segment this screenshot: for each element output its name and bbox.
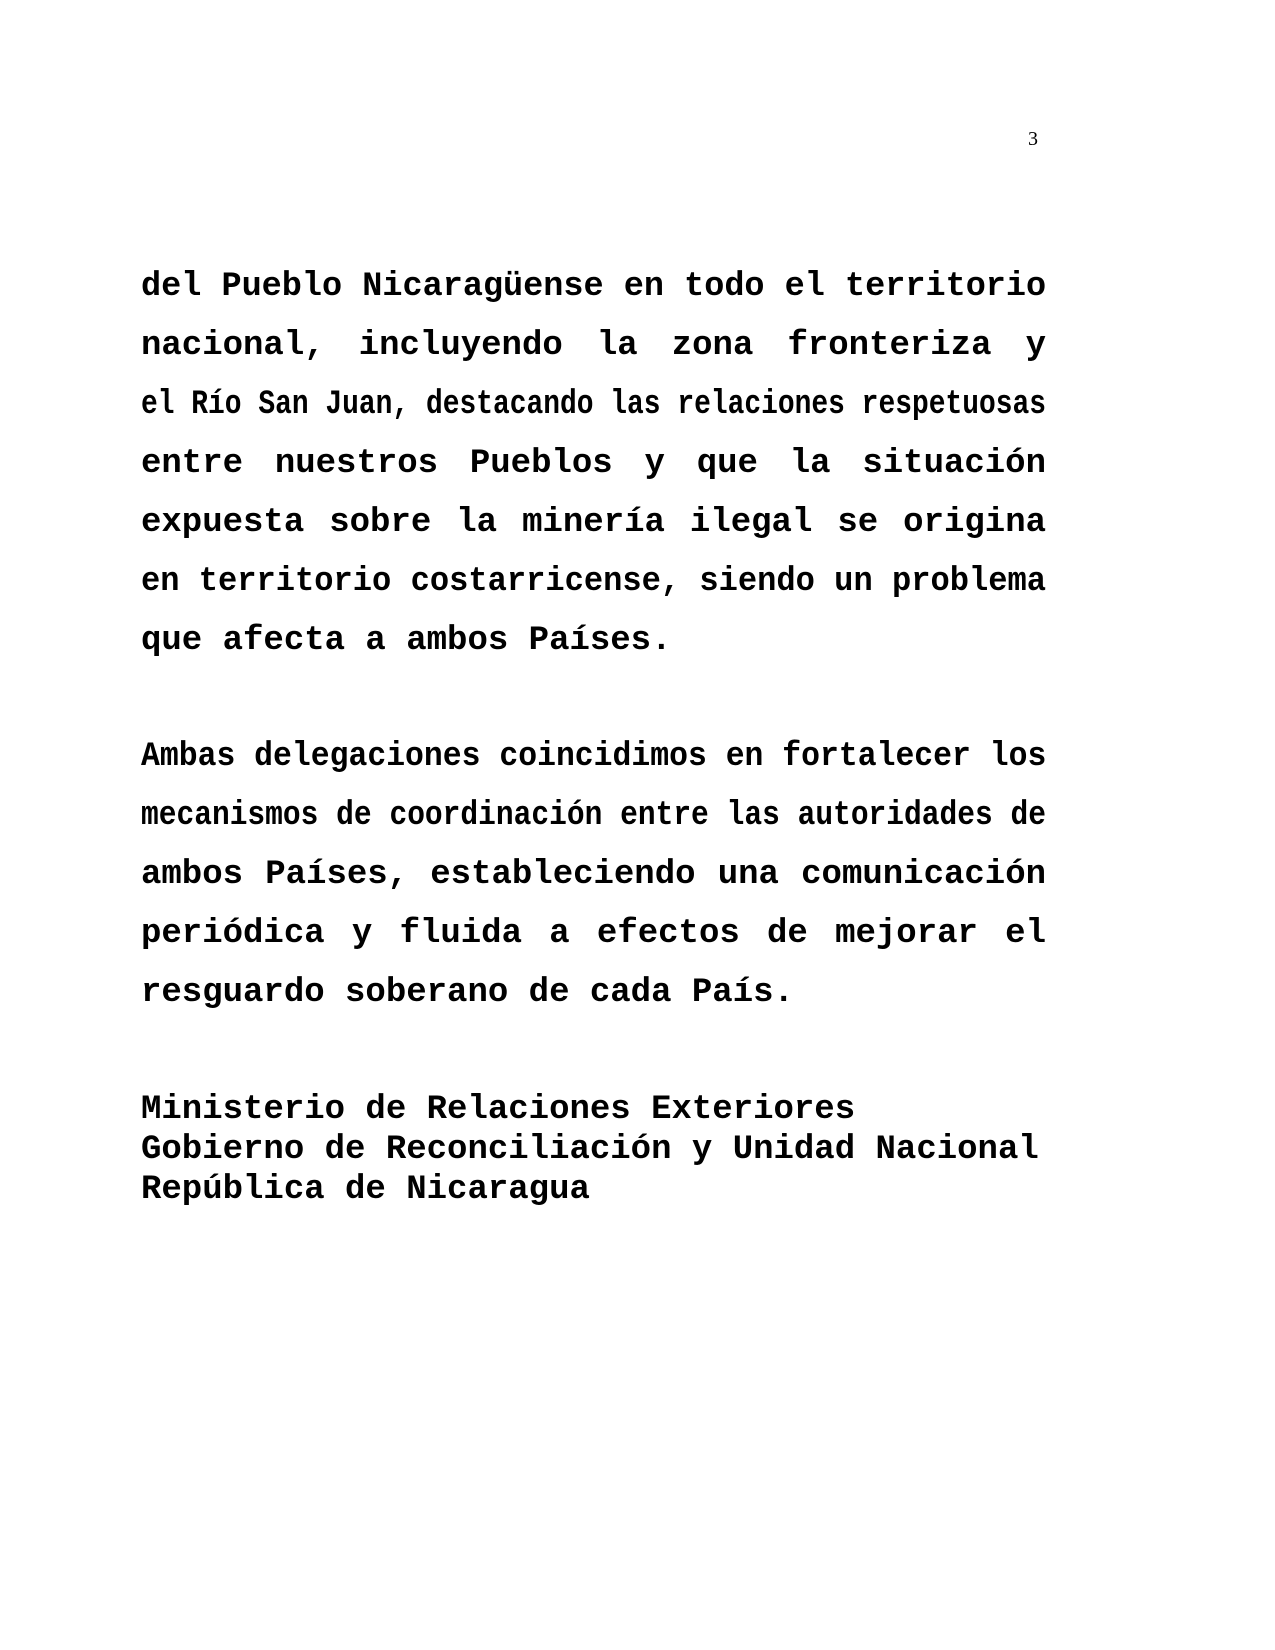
text-line: mecanismos de coordinación entre las autoridades de (141, 797, 1046, 835)
text-line: que afecta a ambos Países. (141, 622, 672, 660)
text-line: resguardo soberano de cada País. (141, 974, 794, 1012)
paragraph-2 (141, 728, 1046, 1023)
text-line: nacional, incluyendo la zona fronteriza y (141, 327, 1046, 365)
text-line: periódica y fluida a efectos de mejorar el (141, 915, 1046, 953)
text-line: del Pueblo Nicaragüense en todo el territorio (141, 268, 1047, 306)
signature-country: República de Nicaragua (141, 1171, 590, 1209)
text-line: entre nuestros Pueblos y que la situación (141, 445, 1046, 483)
signature-government: Gobierno de Reconciliación y Unidad Nacional (141, 1131, 1039, 1169)
text-line: Ambas delegaciones coincidimos en fortalecer los (141, 738, 1047, 776)
signature-block (141, 1090, 1039, 1210)
text-line: en territorio costarricense, siendo un problema (141, 563, 1046, 601)
page-number: 3 (1028, 128, 1038, 150)
paragraph-1 (141, 258, 1046, 671)
text-line: expuesta sobre la minería ilegal se origina (141, 504, 1046, 542)
text-line: ambos Países, estableciendo una comunicación (141, 856, 1046, 894)
text-line: el Río San Juan, destacando las relaciones respetuosas (141, 386, 1046, 424)
signature-ministry: Ministerio de Relaciones Exteriores (141, 1091, 856, 1129)
